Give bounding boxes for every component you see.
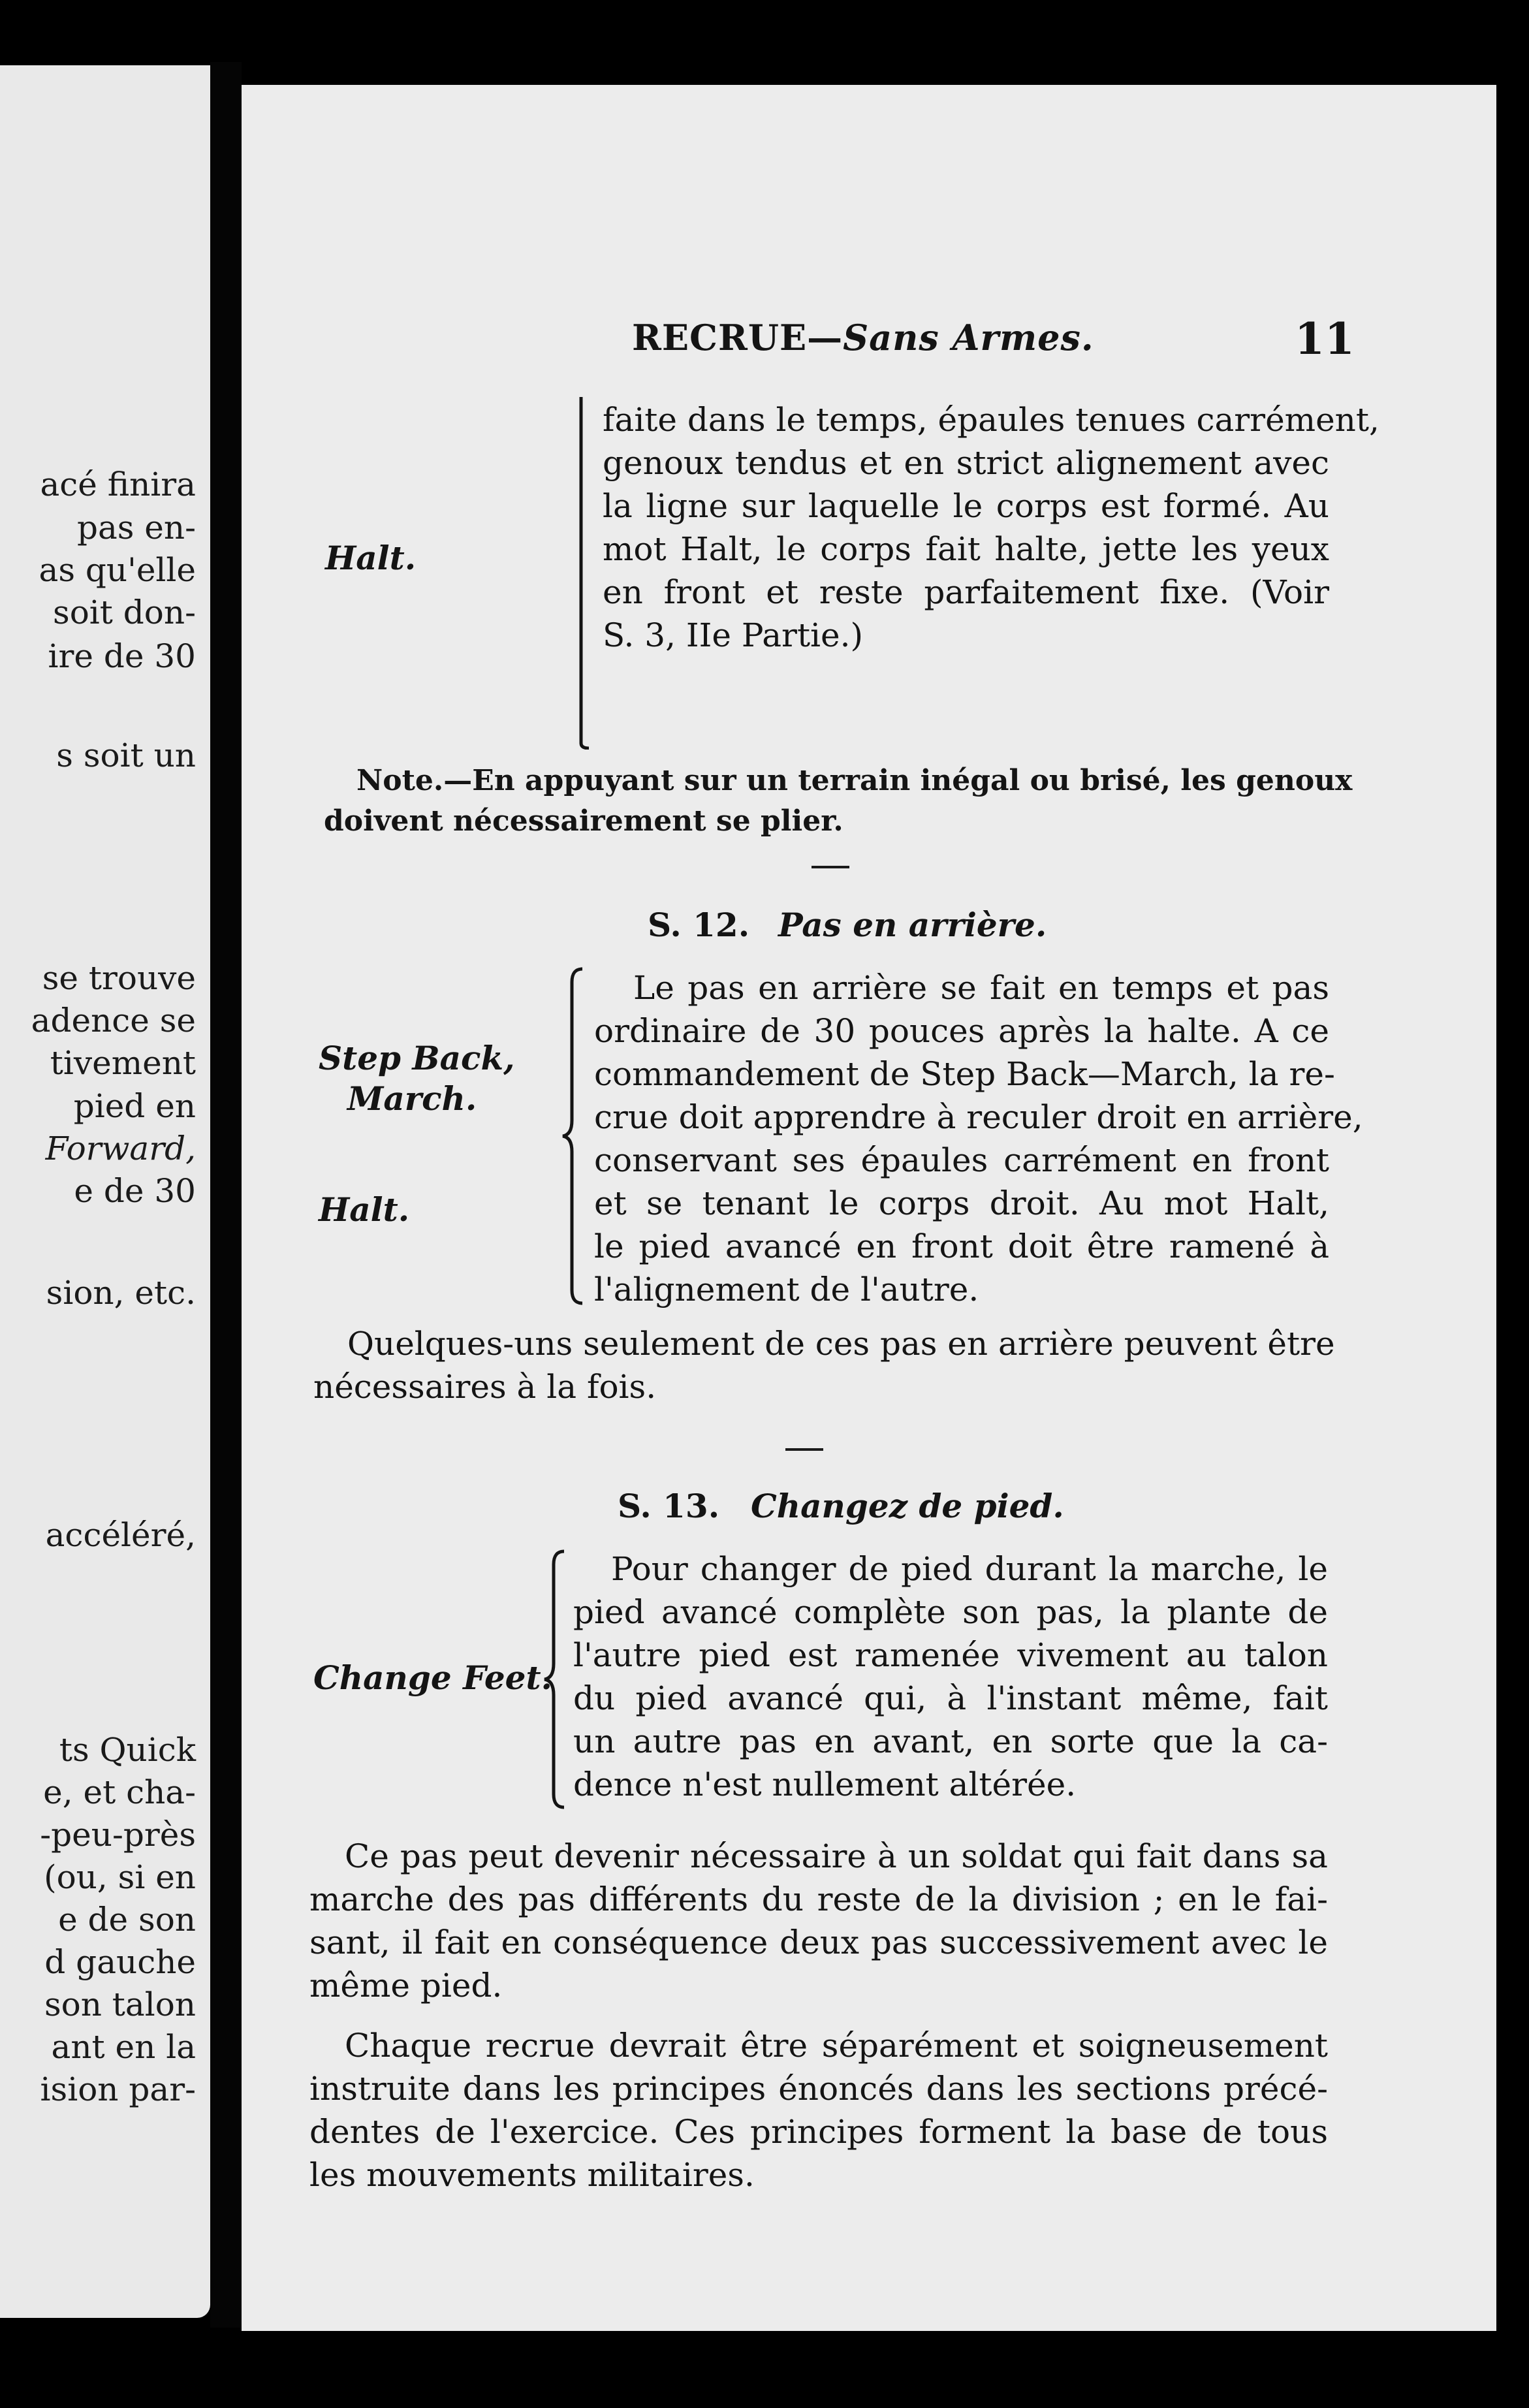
left-fragment: se trouve [42,959,196,997]
left-facing-page [0,65,210,2318]
left-fragment: Forward, [45,1130,196,1167]
left-fragment: ts Quick [59,1731,196,1769]
section-12-number: S. 12. [648,906,750,944]
text-line: nécessaires à la fois. [313,1368,657,1406]
margin-command-change-feet: Change Feet. [313,1658,552,1697]
text-line: Quelques-uns seulement de ces pas en arrière peuvent être [347,1325,1335,1363]
left-fragment: son talon [44,1986,196,2023]
margin-command-march: March. [347,1079,477,1118]
left-fragment: s soit un [56,737,196,774]
left-fragment: pied en [73,1087,196,1125]
text-line: l'alignement de l'autre. [594,1271,979,1308]
left-fragment: acé finira [40,466,196,503]
text-line: marche des pas différents du reste de la division ; en le fai- [309,1880,1328,1918]
margin-command-step-back: Step Back, [319,1039,515,1077]
text-line: sant, il fait en conséquence deux pas successivement avec le [309,1924,1328,1961]
left-fragment: adence se [31,1002,196,1039]
section-12-paragraph [594,966,1363,1311]
left-fragment: accéléré, [45,1516,196,1554]
text-line: Note.—En appuyant sur un terrain inégal ou brisé, les genoux [356,764,1353,797]
text-line: même pied. [309,1967,503,2004]
text-line: S. 3, IIe Partie.) [603,616,864,654]
section-13-paragraph [573,1547,1328,1806]
text-line: l'autre pied est ramenée vivement au talon [573,1636,1328,1674]
text-line: la ligne sur laquelle le corps est formé. Au [603,487,1329,525]
note-paragraph [324,761,1353,842]
text-line: dence n'est nullement altérée. [573,1766,1077,1803]
text-line: crue doit apprendre à reculer droit en arrière, [594,1098,1363,1136]
left-fragment: e de 30 [74,1172,196,1210]
left-fragment: ision par- [40,2070,196,2108]
header-title-italic: Sans Armes. [843,317,1094,358]
left-fragment: ire de 30 [48,637,196,675]
section-divider [812,866,849,868]
left-fragment: as qu'elle [39,551,196,589]
left-fragment: soit don- [53,594,196,631]
main-page [242,85,1496,2331]
text-line: Ce pas peut devenir nécessaire à un soldat qui fait dans sa [345,1837,1328,1875]
text-line: Chaque recrue devrait être séparément et soigneusement [345,2027,1328,2065]
text-line: en front et reste parfaitement fixe. (Voir [603,573,1329,611]
book-gutter [210,62,242,2328]
text-line: les mouvements militaires. [309,2156,755,2194]
left-fragment: e de son [58,1901,196,1939]
text-line: pied avancé complète son pas, la plante de [573,1593,1328,1631]
text-line: dentes de l'exercice. Ces principes forment la base de tous [309,2113,1328,2151]
margin-command-halt-2: Halt. [319,1190,410,1229]
section-13-title: Changez de pied. [751,1487,1064,1525]
section-12-title: Pas en arrière. [778,906,1047,944]
header-title-main: RECRUE— [632,317,843,358]
text-line: mot Halt, le corps fait halte, jette les yeux [603,530,1329,568]
running-header [632,317,1094,358]
section-13-number: S. 13. [618,1487,720,1525]
margin-command-halt: Halt. [325,539,417,577]
section-13-paragraph-2 [309,1835,1328,2007]
left-fragment: tivement [50,1044,196,1082]
halt-paragraph [603,398,1379,657]
text-line: du pied avancé qui, à l'instant même, fait [573,1679,1328,1717]
section-12-after-paragraph [313,1322,1335,1408]
left-fragment: (ou, si en [44,1858,196,1896]
text-line: conservant ses épaules carrément en front [594,1141,1329,1179]
curly-brace [560,966,586,1306]
text-line: Le pas en arrière se fait en temps et pas [633,969,1329,1007]
text-line: commandement de Step Back—March, la re- [594,1055,1335,1093]
left-fragment: ant en la [51,2028,196,2066]
text-line: et se tenant le corps droit. Au mot Halt, [594,1184,1329,1222]
bracket-line [577,397,593,750]
text-line: faite dans le temps, épaules tenues carrément, [603,401,1379,439]
text-line: Pour changer de pied durant la marche, le [611,1550,1328,1588]
text-line: doivent nécessairement se plier. [324,804,843,838]
page-number: 11 [1295,313,1355,364]
left-fragment: sion, etc. [46,1274,196,1312]
section-divider [785,1448,823,1451]
left-fragment: d gauche [44,1943,196,1981]
left-fragment: pas en- [76,509,196,547]
left-fragment: -peu-près [40,1816,196,1854]
text-line: le pied avancé en front doit être ramené à [594,1228,1329,1265]
section-13-paragraph-3 [309,2024,1328,2196]
curly-brace [542,1549,568,1810]
left-fragment: e, et cha- [43,1773,196,1811]
text-line: instruite dans les principes énoncés dans les sections précé- [309,2070,1328,2108]
text-line: un autre pas en avant, en sorte que la ca- [573,1722,1328,1760]
text-line: genoux tendus et en strict alignement avec [603,444,1329,482]
text-line: ordinaire de 30 pouces après la halte. A ce [594,1012,1329,1050]
